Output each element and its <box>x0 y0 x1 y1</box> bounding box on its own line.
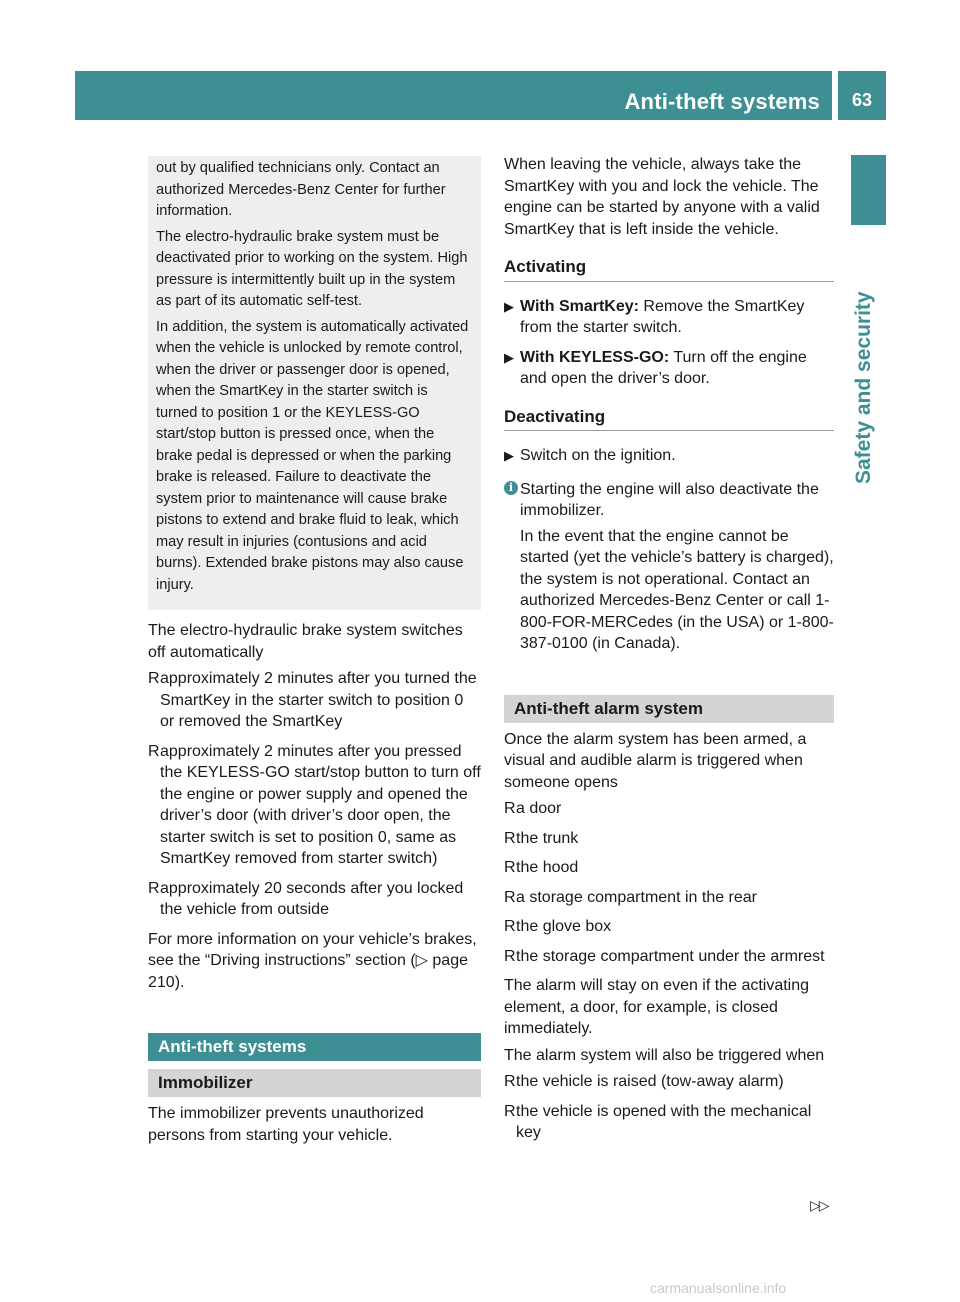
page-number: 63 <box>851 90 873 110</box>
list-item: R the trunk <box>504 829 579 847</box>
right-column <box>504 154 834 1152</box>
page-number-box <box>838 71 886 120</box>
step-item: ▶ With SmartKey: Remove the SmartKey from the starter switch. <box>504 297 805 336</box>
list-item: R approximately 2 minutes after you pressed the KEYLESS-GO start/stop button to turn off the engine or power supply and opened the driver’s door (with driver’s door open, the starter switch is set to position 0, same as SmartKey removed from starter switch) <box>148 742 481 867</box>
left-column <box>148 156 481 1151</box>
activating-heading: Activating <box>504 256 834 282</box>
alarm-heading: Anti-theft alarm system <box>504 695 834 723</box>
immobilizer-text: The immobilizer prevents unauthorized persons from starting your vehicle. <box>148 1105 424 1144</box>
info-note <box>504 479 834 655</box>
list-item: R the vehicle is raised (tow-away alarm) <box>504 1073 784 1090</box>
chapter-label <box>852 248 884 488</box>
info-paragraph: In the event that the engine cannot be started (yet the vehicle’s battery is charged), the system is not operational. Contact an authorized Mercedes-Benz Center or call 1-800-FOR-MERCedes (in the USA) or 1-800-387-0100 (in Canada). <box>520 527 834 652</box>
info-icon: i <box>504 481 518 495</box>
continue-icon: ▷▷ <box>810 1197 828 1213</box>
step-arrow-icon: ▶ <box>504 448 514 463</box>
step-item: ▶ Switch on the ignition. <box>504 445 834 467</box>
list-item: R the hood <box>504 859 579 876</box>
step-arrow-icon: ▶ <box>504 298 514 314</box>
header-divider <box>834 71 837 120</box>
info-paragraph: Starting the engine will also deactivate the immobilizer. <box>520 480 819 519</box>
anti-theft-heading: Anti-theft systems <box>148 1033 481 1061</box>
alarm-also-text: The alarm system will also be triggered when <box>504 1046 825 1064</box>
warning-note <box>148 156 481 610</box>
chapter-tab <box>851 155 886 225</box>
step-arrow-icon: ▶ <box>504 349 514 365</box>
list-item: R approximately 20 seconds after you locked the vehicle from outside <box>148 879 464 918</box>
note-paragraph: In addition, the system is automatically activated when the vehicle is unlocked by remote control, when the driver or passenger door is opened, when the SmartKey in the starter switch is turned to position 1 or the KEYLESS-GO start/stop button is pressed once, when the brake pedal is depressed or when the parking brake is released. Failure to deactivate the system prior to maintenance will cause brake pistons to extend and brake fluid to leak, which may result in injuries (contusions and acid burns). Extended brake pistons may also cause injury. <box>156 318 469 593</box>
note-paragraph: out by qualified technicians only. Contact an authorized Mercedes-Benz Center for further information. <box>156 160 446 219</box>
note-paragraph: The electro-hydraulic brake system must be deactivated prior to working on the system. High pressure is intermittently built up in the system as part of its automatic self-test. <box>156 228 468 309</box>
immobilizer-heading: Immobilizer <box>148 1069 481 1097</box>
chapter-title: Safety and security <box>852 291 875 484</box>
deactivating-heading: Deactivating <box>504 406 834 432</box>
switch-off-intro: The electro-hydraulic brake system switches off automatically <box>148 622 463 661</box>
list-item: R the vehicle is opened with the mechanical key <box>504 1102 812 1141</box>
list-item: R the storage compartment under the armrest <box>504 947 825 965</box>
list-item: R approximately 2 minutes after you turned the SmartKey in the starter switch to position 0 or removed the SmartKey <box>148 670 477 730</box>
list-item: R a storage compartment in the rear <box>504 888 758 906</box>
section-title: Anti-theft systems <box>624 89 820 114</box>
alarm-stay-text: The alarm will stay on even if the activating element, a door, for example, is closed immediately. <box>504 977 810 1037</box>
alarm-intro: Once the alarm system has been armed, a visual and audible alarm is triggered when someone opens <box>504 730 807 791</box>
list-item: R a door <box>504 800 562 817</box>
header-bar <box>75 71 832 120</box>
leaving-vehicle-text: When leaving the vehicle, always take the SmartKey with you and lock the vehicle. The engine can be started by anyone with a valid SmartKey that is left inside the vehicle. <box>504 156 820 238</box>
list-item: R the glove box <box>504 918 612 935</box>
brakes-reference: For more information on your vehicle’s brakes, see the “Driving instructions” section (▷ page 210). <box>148 930 477 991</box>
watermark: carmanualsonline.info <box>650 1280 787 1296</box>
step-item: ▶ With KEYLESS-GO: Turn off the engine and open the driver’s door. <box>504 348 807 387</box>
